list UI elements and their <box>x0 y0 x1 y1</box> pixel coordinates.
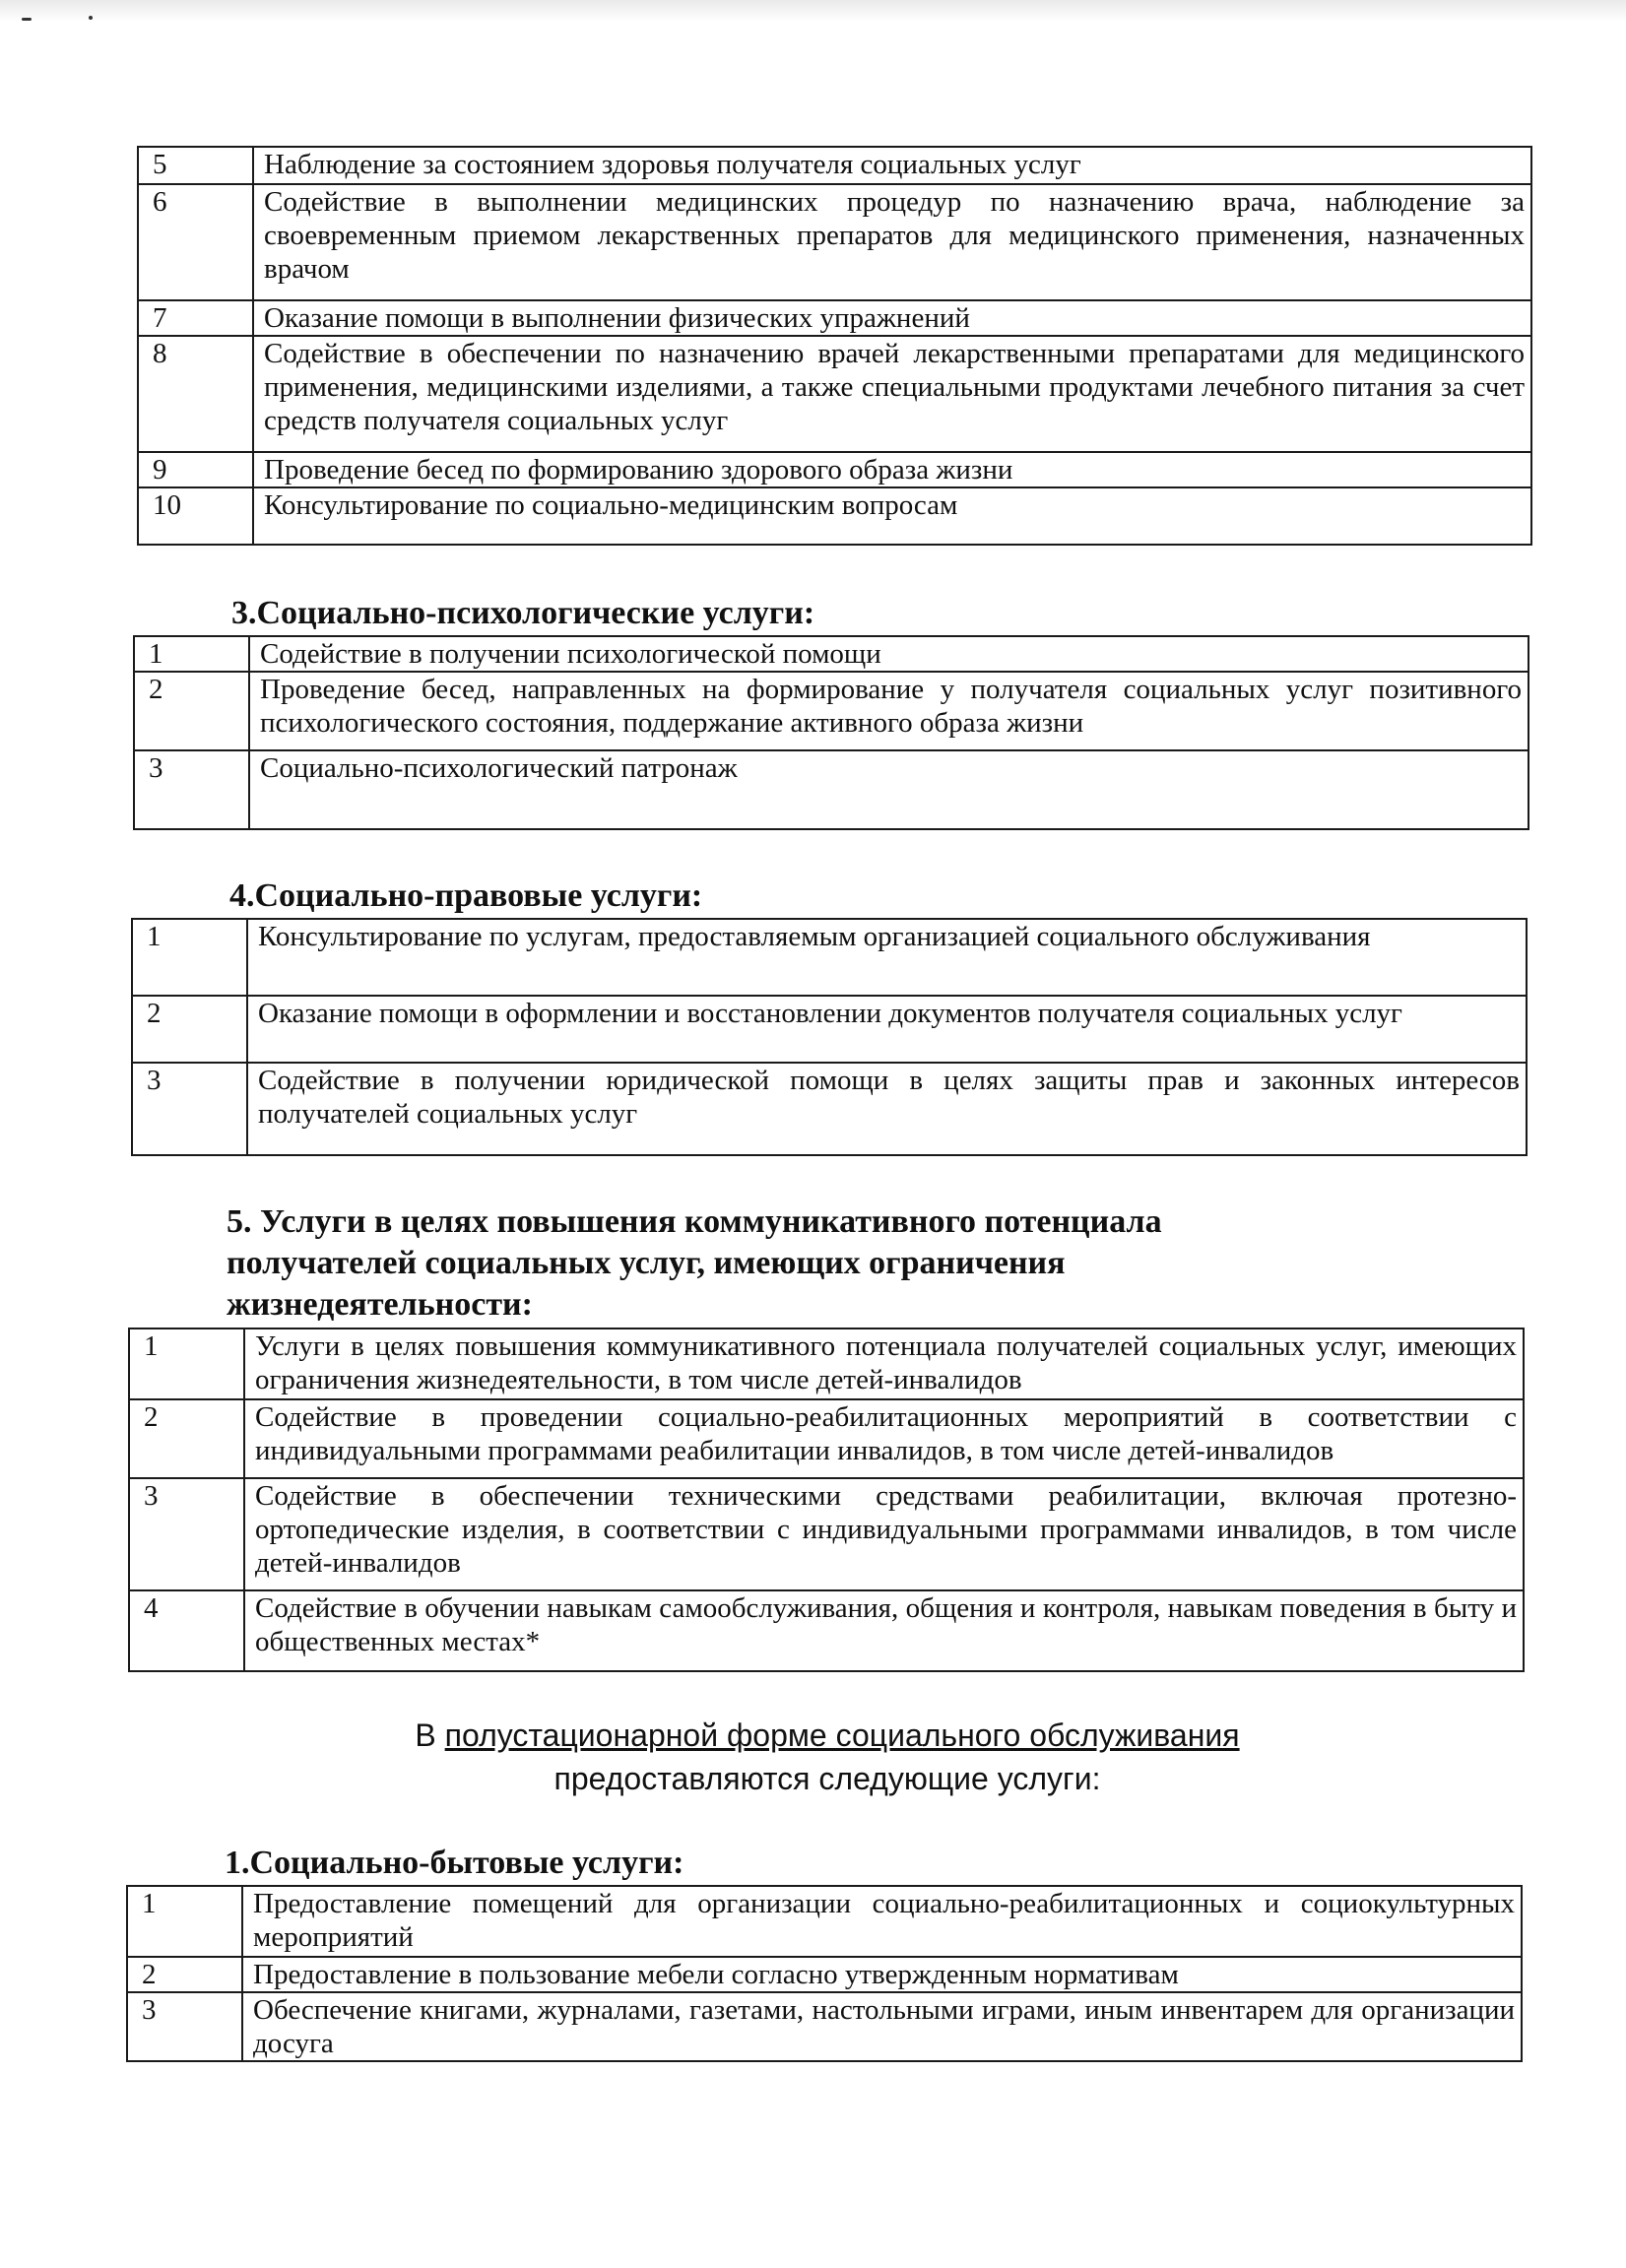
table-row <box>134 672 1528 750</box>
row-text: Содействие в проведении социально-реабилитационных мероприятий в соответствии с индивидуальными программами реабилитации инвалидов, в том числе детей-инвалидов <box>244 1399 1524 1478</box>
table-row <box>132 996 1527 1063</box>
table-row <box>134 750 1528 829</box>
table-row <box>127 1886 1522 1957</box>
row-text: Наблюдение за состоянием здоровья получателя социальных услуг <box>253 147 1531 184</box>
communicative-services-table <box>128 1328 1525 1672</box>
heading-line: жизнедеятельности: <box>227 1286 533 1323</box>
intro-line-2: предоставляются следующие услуги: <box>553 1761 1101 1796</box>
table-row <box>134 636 1528 672</box>
table-row <box>138 300 1531 336</box>
row-text: Предоставление помещений для организации социально-реабилитационных и социокультурных мероприятий <box>242 1886 1522 1957</box>
row-text: Услуги в целях повышения коммуникативного потенциала получателей социальных услуг, имеющих ограничения жизнедеятельности, в том числе детей-инвалидов <box>244 1328 1524 1399</box>
row-text: Консультирование по услугам, предоставляемым организацией социального обслуживания <box>247 919 1527 996</box>
medical-services-table <box>137 146 1532 546</box>
row-number: 3 <box>127 1992 242 2061</box>
intro-line-1 <box>286 1714 1369 1757</box>
row-text: Оказание помощи в оформлении и восстановлении документов получателя социальных услуг <box>247 996 1527 1063</box>
row-number: 3 <box>129 1478 244 1590</box>
row-number: 7 <box>138 300 253 336</box>
table-row <box>138 147 1531 184</box>
intro-underlined: полустационарной форме социального обслуживания <box>444 1717 1240 1753</box>
intro-prefix: В <box>415 1717 445 1753</box>
table-row <box>129 1399 1524 1478</box>
row-number: 1 <box>127 1886 242 1957</box>
row-text: Проведение бесед, направленных на формирование у получателя социальных услуг позитивного психологического состояния, поддержание активного образа жизни <box>249 672 1528 750</box>
row-text: Консультирование по социально-медицинским вопросам <box>253 487 1531 545</box>
row-number: 6 <box>138 184 253 300</box>
row-text: Содействие в выполнении медицинских процедур по назначению врача, наблюдение за своевременным приемом лекарственных препаратов для медицинского применения, назначенных врачом <box>253 184 1531 300</box>
section-heading-psych: 3.Социально-психологические услуги: <box>231 595 815 631</box>
row-number: 10 <box>138 487 253 545</box>
heading-line: 5. Услуги в целях повышения коммуникативного потенциала <box>227 1203 1162 1240</box>
row-text: Содействие в обучении навыкам самообслуживания, общения и контроля, навыкам поведения в быту и общественных местах* <box>244 1590 1524 1671</box>
row-text: Социально-психологический патронаж <box>249 750 1528 829</box>
row-text: Содействие в обеспечении по назначению врачей лекарственными препаратами для медицинского применения, медицинскими изделиями, а также специальными продуктами лечебного питания за счет средств получателя социальных услуг <box>253 336 1531 452</box>
row-text: Проведение бесед по формированию здорового образа жизни <box>253 452 1531 487</box>
scan-edge-shadow <box>0 0 1626 22</box>
row-text: Содействие в получении психологической помощи <box>249 636 1528 672</box>
row-text: Обеспечение книгами, журналами, газетами, настольными играми, иным инвентарем для организации досуга <box>242 1992 1522 2061</box>
row-number: 2 <box>134 672 249 750</box>
heading-line: получателей социальных услуг, имеющих ограничения <box>227 1245 1066 1281</box>
row-number: 1 <box>134 636 249 672</box>
household-services-table <box>126 1885 1523 2062</box>
row-number: 2 <box>127 1957 242 1992</box>
table-row <box>132 1063 1527 1155</box>
row-number: 1 <box>129 1328 244 1399</box>
table-row <box>127 1992 1522 2061</box>
section-heading-household: 1.Социально-бытовые услуги: <box>225 1845 684 1881</box>
row-number: 1 <box>132 919 247 996</box>
row-number: 9 <box>138 452 253 487</box>
row-number: 3 <box>132 1063 247 1155</box>
row-number: 2 <box>129 1399 244 1478</box>
table-row <box>138 336 1531 452</box>
table-row <box>132 919 1527 996</box>
table-row <box>138 452 1531 487</box>
psych-services-table <box>133 635 1529 830</box>
semistationary-intro <box>286 1714 1369 1800</box>
row-number: 5 <box>138 147 253 184</box>
legal-services-table <box>131 918 1528 1156</box>
table-row <box>129 1328 1524 1399</box>
table-row <box>129 1590 1524 1671</box>
table-row <box>138 487 1531 545</box>
row-number: 2 <box>132 996 247 1063</box>
row-text: Содействие в получении юридической помощи в целях защиты прав и законных интересов получателей социальных услуг <box>247 1063 1527 1155</box>
table-row <box>129 1478 1524 1590</box>
row-text: Содействие в обеспечении техническими средствами реабилитации, включая протезно-ортопедические изделия, в соответствии с индивидуальными программами инвалидов, в том числе детей-инвалидов <box>244 1478 1524 1590</box>
row-number: 3 <box>134 750 249 829</box>
row-text: Предоставление в пользование мебели согласно утвержденным нормативам <box>242 1957 1522 1992</box>
section-heading-communicative <box>227 1201 1162 1326</box>
table-row <box>138 184 1531 300</box>
row-number: 4 <box>129 1590 244 1671</box>
table-row <box>127 1957 1522 1992</box>
scan-mark <box>89 16 93 20</box>
section-heading-legal: 4.Социально-правовые услуги: <box>229 877 703 914</box>
row-number: 8 <box>138 336 253 452</box>
scan-mark <box>22 18 32 21</box>
row-text: Оказание помощи в выполнении физических упражнений <box>253 300 1531 336</box>
